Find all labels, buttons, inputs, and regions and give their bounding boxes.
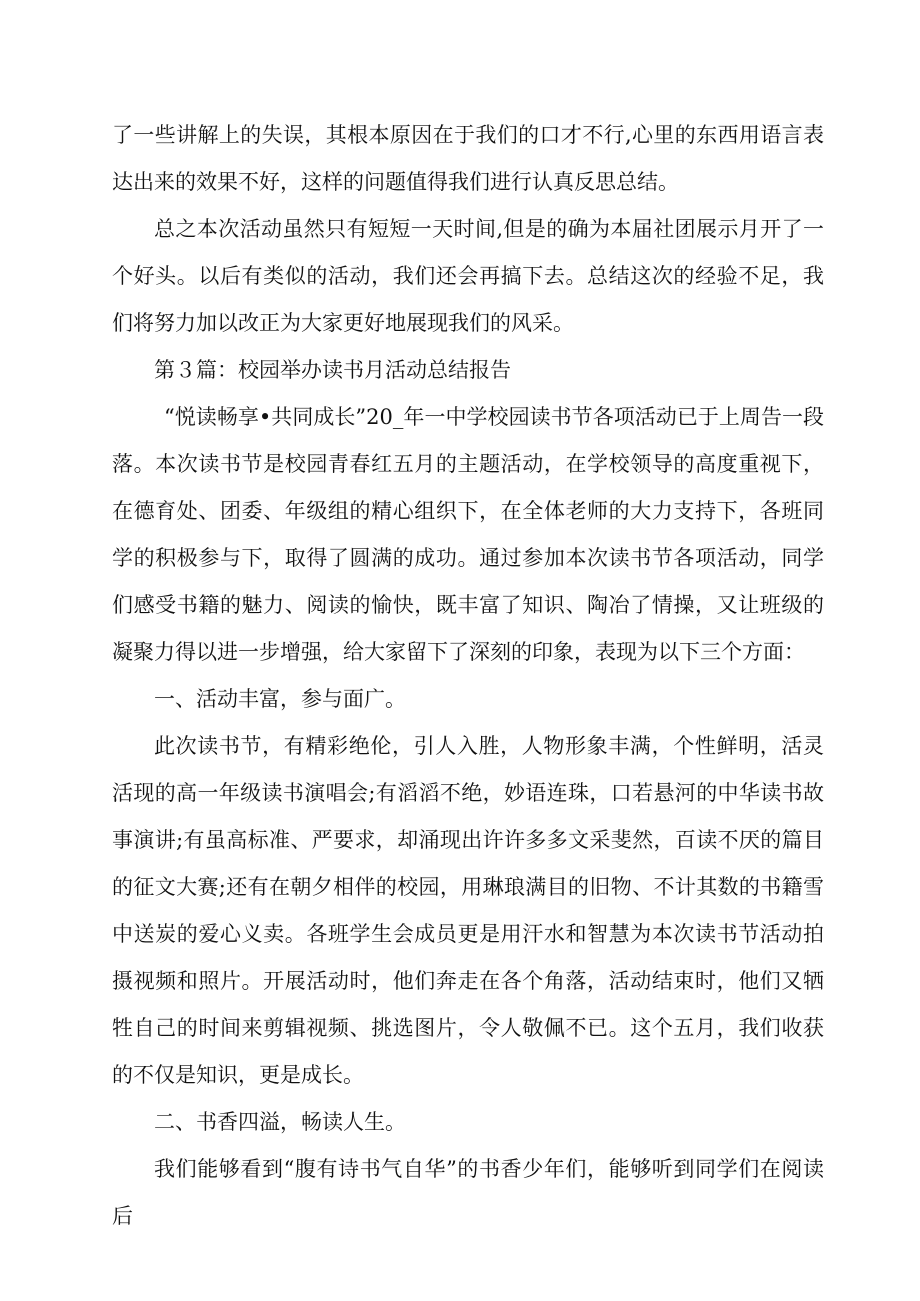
paragraph-continuation: 了一些讲解上的失误，其根本原因在于我们的口才不行,心里的东西用语言表达出来的效果不好，这样的问题值得我们进行认真反思总结。 [112,123,824,194]
document-body [112,112,824,1240]
paragraph-activities: 此次读书节，有精彩绝伦，引人入胜，人物形象丰满，个性鲜明，活灵活现的高一年级读书演唱会;有滔滔不绝，妙语连珠，口若悬河的中华读书故事演讲;有虽高标准、严要求，却涌现出许许多多文采斐然，百读不厌的篇目的征文大赛;还有在朝夕相伴的校园，用琳琅满目的旧物、不计其数的书籍雪中送炭的爱心义卖。各班学生会成员更是用汗水和智慧为本次读书节活动拍摄视频和照片。开展活动时，他们奔走在各个角落，活动结束时，他们又牺牲自己的时间来剪辑视频、挑选图片，令人敬佩不已。这个五月，我们收获的不仅是知识，更是成长。 [112,734,824,1087]
subheading-one: 一、活动丰富，参与面广。 [154,687,406,711]
section-heading: 第３篇：校园举办读书月活动总结报告 [154,358,511,382]
paragraph-conclusion: 总之本次活动虽然只有短短一天时间,但是的确为本届社团展示月开了一个好头。以后有类似的活动，我们还会再搞下去。总结这次的经验不足，我们将努力加以改正为大家更好地展现我们的风采。 [112,217,824,335]
paragraph-reading: 我们能够看到“腹有诗书气自华”的书香少年们，能够听到同学们在阅读后 [112,1157,824,1228]
subheading-two: 二、书香四溢，畅读人生。 [154,1110,406,1134]
paragraph-introduction: “悦读畅享•共同成长”20_年一中学校园读书节各项活动已于上周告一段落。本次读书节是校园青春红五月的主题活动，在学校领导的高度重视下，在德育处、团委、年级组的精心组织下，在全体老师的大力支持下，各班同学的积极参与下，取得了圆满的成功。通过参加本次读书节各项活动，同学们感受书籍的魅力、阅读的愉快，既丰富了知识、陶冶了情操，又让班级的凝聚力得以进一步增强，给大家留下了深刻的印象，表现为以下三个方面： [112,405,824,664]
